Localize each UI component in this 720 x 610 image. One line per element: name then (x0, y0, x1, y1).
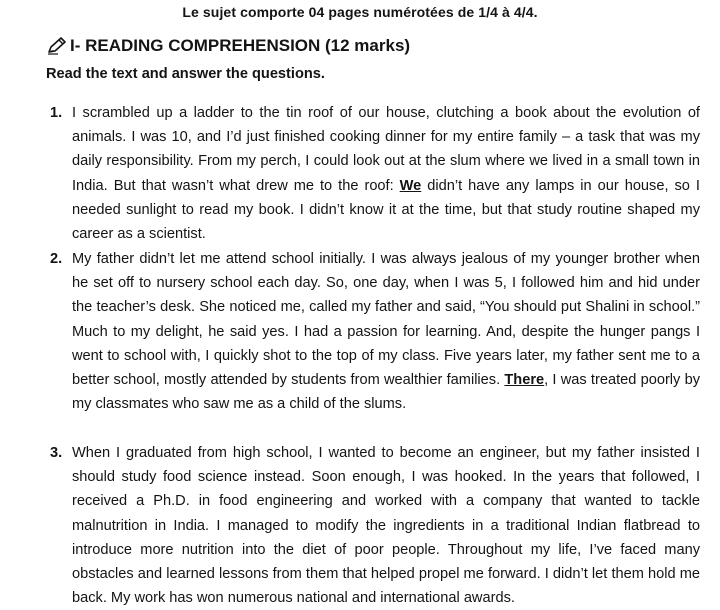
paragraph-3 (50, 441, 700, 610)
paragraph-text: My father didn’t let me attend school initially. I was always jealous of my younger brother when he set off to nursery school each day. So, one day, when I was 5, I followed him and hid under the teacher’s desk. She noticed me, called my father and said, “You should put Shalini in school.” Much to my delight, he said yes. I had a passion for learning. And, despite the hunger pangs I went to school with, I quickly shot to the top of my class. Five years later, my father sent me to a better school, mostly attended by students from wealthier families. There, I was treated poorly by my classmates who saw me as a child of the slums. (72, 251, 700, 413)
paragraph-number: 3. (50, 445, 63, 461)
paragraph-2 (50, 247, 700, 416)
section-title (46, 36, 410, 56)
paragraph-1 (50, 101, 700, 246)
underlined-reference-word: There (504, 372, 545, 389)
instruction-text: Read the text and answer the questions. (46, 66, 325, 82)
paragraph-text: When I graduated from high school, I wanted to become an engineer, but my father insisted I should study food science instead. Soon enough, I was hooked. In the years that followed, I received a Ph.D. in food engineering and worked with a company that wanted to tackle malnutrition in India. I managed to modify the ingredients in a traditional Indian flatbread to introduce more nutrition into the diet of poor people. Throughout my life, I’ve faced many obstacles and learned lessons from them that helped propel me forward. I didn’t let them hold me back. My work has won numerous national and international awards. (72, 445, 700, 607)
paragraph-number: 2. (50, 251, 63, 267)
paragraph-text: I scrambled up a ladder to the tin roof of our house, clutching a book about the evolution of animals. I was 10, and I’d just finished cooking dinner for my entire family – a task that was my daily responsibility. From my perch, I could look out at the slum where we lived in a small town in India. But that wasn’t what drew me to the roof: We didn’t have any lamps in our house, so I needed sunlight to read my book. I didn’t know it at the time, but that study routine shaped my career as a scientist. (72, 105, 700, 243)
section-title-text: I- READING COMPREHENSION (12 marks) (70, 36, 411, 55)
paragraph-number: 1. (50, 105, 63, 121)
page-count-note: Le sujet comporte 04 pages numérotées de 1/4 à 4/4. (182, 4, 538, 20)
underlined-reference-word: We (399, 177, 422, 194)
pencil-icon (46, 37, 68, 55)
